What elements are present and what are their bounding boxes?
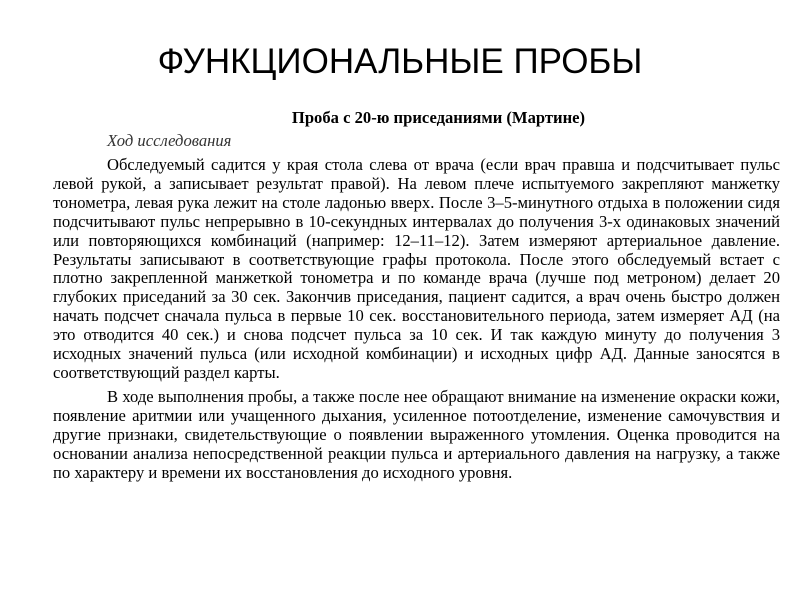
slide-title: ФУНКЦИОНАЛЬНЫЕ ПРОБЫ (157, 42, 643, 81)
observation-paragraph: В ходе выполнения пробы, а также после нее обращают внимание на изменение окраски кожи, появление аритмии или учащенного дыхания, усиленное потоотделение, изменение самочувствия и другие признаки, свидетельствующие о появлении выраженного утомления. Оценка проводится на основании анализа непосредственной реакции пульса и артериального давления на нагрузку, а также по характеру и времени их восстановления до исходного уровня. (53, 386, 780, 482)
slide-body (53, 107, 780, 482)
method-label: Ход исследования (107, 131, 232, 150)
procedure-paragraph: Обследуемый садится у края стола слева от врача (если врач правша и подсчитывает пульс левой рукой, а записывает результат правой). На левом плече испытуемого закрепляют манжетку тонометра, левая рука лежит на столе ладонью вверх. После 3–5-минутного отдыха в положении сидя подсчитывают пульс непрерывно в 10-секундных интервалах до получения 3-х одинаковых значений или повторяющихся комбинаций (например: 12–11–12). Затем измеряют артериальное давление. Результаты записывают в соответствующие графы протокола. После этого обследуемый встает с плотно закрепленной манжеткой тонометра и по команде врача (лучше под метроном) делает 20 глубоких приседаний за 30 сек. Закончив приседания, пациент садится, а врач очень быстро должен начать подсчет сначала пульса в первые 10 сек. восстановительного периода, затем измеряет АД (на это отводится 40 сек.) и снова подсчет пульса за 10 сек. И так каждую минуту до получения 3 исходных значений пульса (или исходной комбинации) и исходных цифр АД. Данные заносятся в соответствующий раздел карты. (53, 155, 780, 382)
test-subheading: Проба с 20-ю приседаниями (Мартине) (291, 108, 586, 127)
